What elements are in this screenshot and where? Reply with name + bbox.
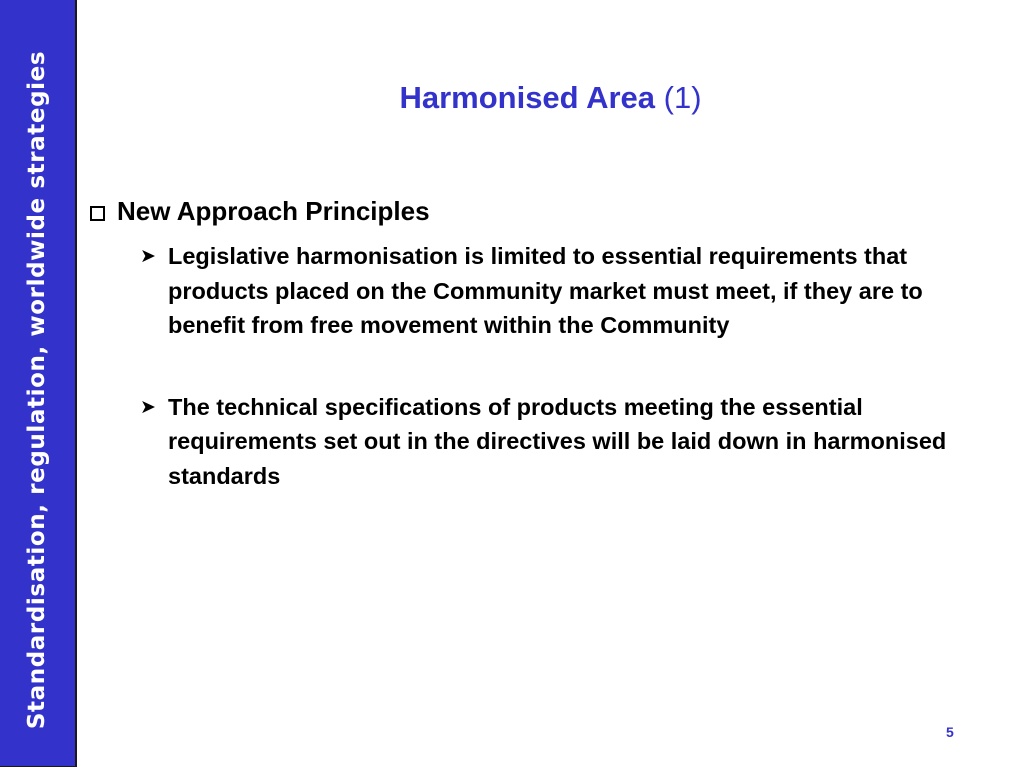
sub-bullet-item [140, 390, 990, 494]
checkbox-bullet-icon [90, 206, 105, 221]
sidebar-vertical-text: Standardisation, regulation, worldwide strategies [24, 50, 50, 730]
sub-bullet-item [140, 239, 990, 343]
bullet-level-1-text: New Approach Principles [117, 196, 430, 226]
sub-bullet-text: The technical specifications of products meeting the essential requirements set out in the directives will be laid down in harmonised standards [168, 393, 947, 489]
slide-title-main: Harmonised Area [399, 80, 656, 115]
bullet-level-1 [90, 196, 430, 227]
page-number: 5 [946, 724, 954, 740]
sidebar-banner [0, 0, 77, 767]
arrow-bullet-icon: ➤ [140, 395, 156, 418]
arrow-bullet-icon: ➤ [140, 245, 156, 267]
slide-title-sub: (1) [663, 80, 702, 115]
slide-title [77, 80, 1024, 116]
sub-bullet-list [140, 239, 990, 493]
sub-bullet-text: Legislative harmonisation is limited to essential requirements that products placed on the Community market must meet, if they are to benefit from free movement within the Community [168, 243, 923, 338]
